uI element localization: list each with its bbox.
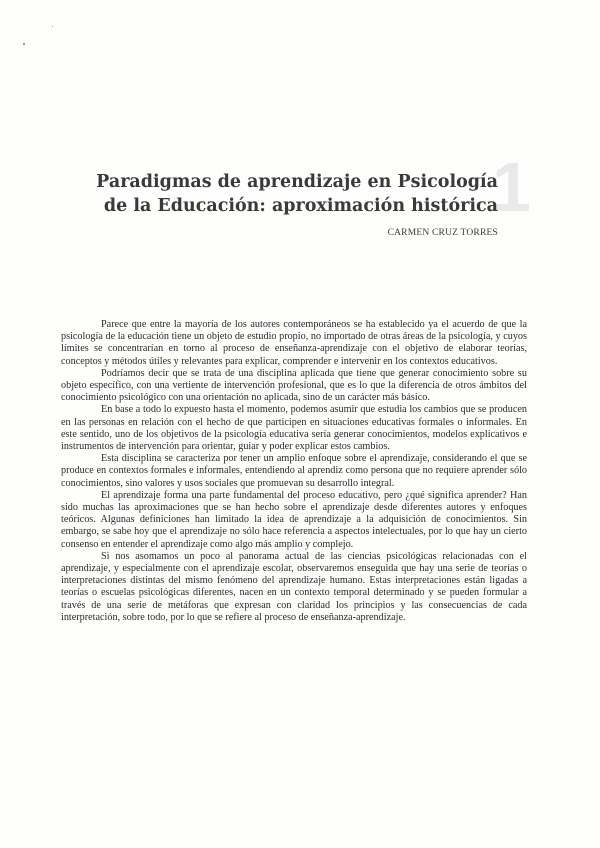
scan-speck <box>52 26 53 27</box>
scan-speck <box>23 43 25 45</box>
paragraph: En base a todo lo expuesto hasta el momento, podemos asumir que estudia los cambios que se producen en las personas en relación con el hecho de que participen en situaciones educativas formales o informales. En este sentido, uno de los objetivos de la psicología educativa sería generar conocimientos, modelos explicativos e instrumentos de intervención para orientar, guiar y poder explicar estos cambios. <box>61 404 527 453</box>
paragraph: El aprendizaje forma una parte fundamental del proceso educativo, pero ¿qué significa aprender? Han sido muchas las aproximaciones que se han hecho sobre el aprendizaje desde diferentes autores y enfoques teóricos. Algunas definiciones han limitado la idea de aprendizaje a la adquisición de conocimientos. Sin embargo, se sabe hoy que el aprendizaje no sólo hace referencia a aspectos intelectuales, por lo que hay un cierto consenso en entender el aprendizaje como algo más amplio y complejo. <box>61 489 527 550</box>
chapter-author: CARMEN CRUZ TORRES <box>387 228 498 238</box>
paragraph: Si nos asomamos un poco al panorama actual de las ciencias psicológicas relacionadas con el aprendizaje, y especialmente con el aprendizaje escolar, observaremos enseguida que hay una serie de teorías o interpretaciones distintas del mismo fenómeno del aprendizaje humano. Estas interpretaciones están ligadas a teorías o escuelas psicológicas diferentes, nacen en un contexto temporal determinado y se pueden formular a través de una serie de metáforas que expresan con claridad los principios y las consecuencias de cada interpretación, sobre todo, por lo que se refiere al proceso de enseñanza-aprendizaje. <box>61 550 527 623</box>
paragraph: Esta disciplina se caracteriza por tener un amplio enfoque sobre el aprendizaje, considerando el que se produce en contextos formales e informales, entendiendo al aprendiz como persona que no requiere aprender sólo conocimientos, sino valores y usos sociales que promuevan su desarrollo integral. <box>61 453 527 489</box>
chapter-title-line-1: Paradigmas de aprendizaje en Psicología <box>96 172 498 192</box>
chapter-title <box>78 170 498 218</box>
paragraph: Parece que entre la mayoría de los autores contemporáneos se ha establecido ya el acuerdo de que la psicología de la educación tiene un objeto de estudio propio, no importado de otras áreas de la psicología, y cuyos límites se concentrarían en torno al proceso de enseñanza-aprendizaje con el objetivo de elaborar teorías, conceptos y métodos útiles y relevantes para explicar, comprender e intervenir en los contextos educativos. <box>61 319 527 367</box>
paragraph: Podríamos decir que se trata de una disciplina aplicada que tiene que generar conocimiento sobre su objeto específico, con una vertiente de intervención profesional, que es lo que la diferencia de otros ámbitos del conocimiento psicológico con una orientación no aplicada, sino de un carácter más básico. <box>61 367 527 404</box>
chapter-title-line-2: de la Educación: aproximación histórica <box>103 196 498 216</box>
body-text <box>61 319 527 624</box>
chapter-number: 1 <box>492 148 531 226</box>
